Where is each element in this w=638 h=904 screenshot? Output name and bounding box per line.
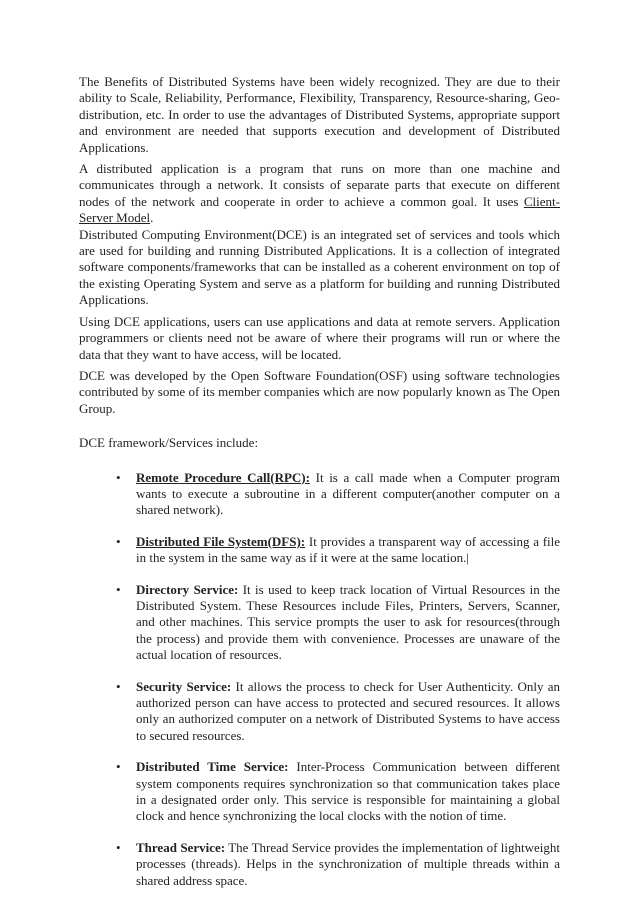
services-list (79, 470, 560, 890)
list-item (79, 679, 560, 745)
list-item (79, 840, 560, 889)
bullet-icon: • (116, 839, 121, 855)
service-term-time: Distributed Time Service: (136, 759, 289, 775)
dce-usage-paragraph: Using DCE applications, users can use applications and data at remote servers. Application programmers or clients need not be aware of where their programs will run or where the data that they want to have access, will be located. (79, 313, 560, 362)
list-item (79, 534, 560, 567)
distributed-application-paragraph (79, 161, 560, 227)
bullet-icon: • (116, 581, 121, 597)
service-term-rpc[interactable]: Remote Procedure Call(RPC): (136, 469, 310, 485)
service-description: It is a call made when a Computer program wants to execute a subroutine in a different computer(another computer on a shared network). (136, 469, 560, 518)
service-description: It is used to keep track location of Virtual Resources in the Distributed System. These Resources include Files, Printers, Servers, Scanner, and other machines. This service prompts the user to ask for resources(through the process) and provide them with convenience. Processes are unaware of the actual location of resources. (136, 581, 560, 663)
distributed-application-text-end: . (150, 210, 154, 226)
list-item (79, 470, 560, 519)
service-term-directory: Directory Service: (136, 581, 239, 597)
service-description: It allows the process to check for User Authenticity. Only an authorized person can have access to protected and secured resources. It allows only an authorized computer on a network of Distributed Systems to have access to secured resources. (136, 678, 561, 743)
client-server-model-link[interactable]: Client-Server Model (79, 193, 560, 226)
bullet-icon: • (116, 469, 121, 485)
framework-heading: DCE framework/Services include: (79, 435, 259, 451)
intro-paragraph: The Benefits of Distributed Systems have been widely recognized. They are due to their ability to Scale, Reliability, Performance, Flexibility, Transparency, Resource-sharing, Geo-distribution, etc. In order to use the advantages of Distributed Systems, appropriate support and environment are needed that supports execution and development of Distributed Applications. (79, 74, 560, 155)
bullet-icon: • (116, 533, 121, 549)
list-item (79, 582, 560, 664)
dce-definition-paragraph: Distributed Computing Environment(DCE) is an integrated set of services and tools which are used for building and running Distributed Applications. It is a collection of integrated software components/frameworks that can be installed as a coherent environment on top of the existing Operating System and serve as a platform for building and running Distributed Applications. (79, 226, 560, 308)
bullet-icon: • (116, 759, 121, 775)
bullet-icon: • (116, 678, 121, 694)
service-term-dfs[interactable]: Distributed File System(DFS): (136, 533, 306, 549)
document-page (79, 74, 560, 904)
service-description: It provides a transparent way of accessing a file in the system in the same way as if it were at the same location.| (136, 533, 561, 566)
distributed-application-text: A distributed application is a program that runs on more than one machine and communicates through a network. It consists of separate parts that execute on different nodes of the network and cooperate in order to achieve a common goal. It uses (79, 161, 560, 209)
service-description: Inter-Process Communication between different system components requires synchronization so that communication takes place in a designated order only. This service is responsible for maintaining a global clock and hence synchronizing the local clocks with the notion of time. (136, 759, 560, 824)
service-description: The Thread Service provides the implementation of lightweight processes (threads). Helps in the synchronization of multiple threads within a shared address space. (136, 839, 561, 888)
service-term-security: Security Service: (136, 678, 232, 694)
dce-history-paragraph: DCE was developed by the Open Software Foundation(OSF) using software technologies contributed by some of its member companies which are now popularly known as The Open Group. (79, 367, 560, 416)
list-item (79, 759, 560, 825)
service-term-thread: Thread Service: (136, 839, 226, 855)
